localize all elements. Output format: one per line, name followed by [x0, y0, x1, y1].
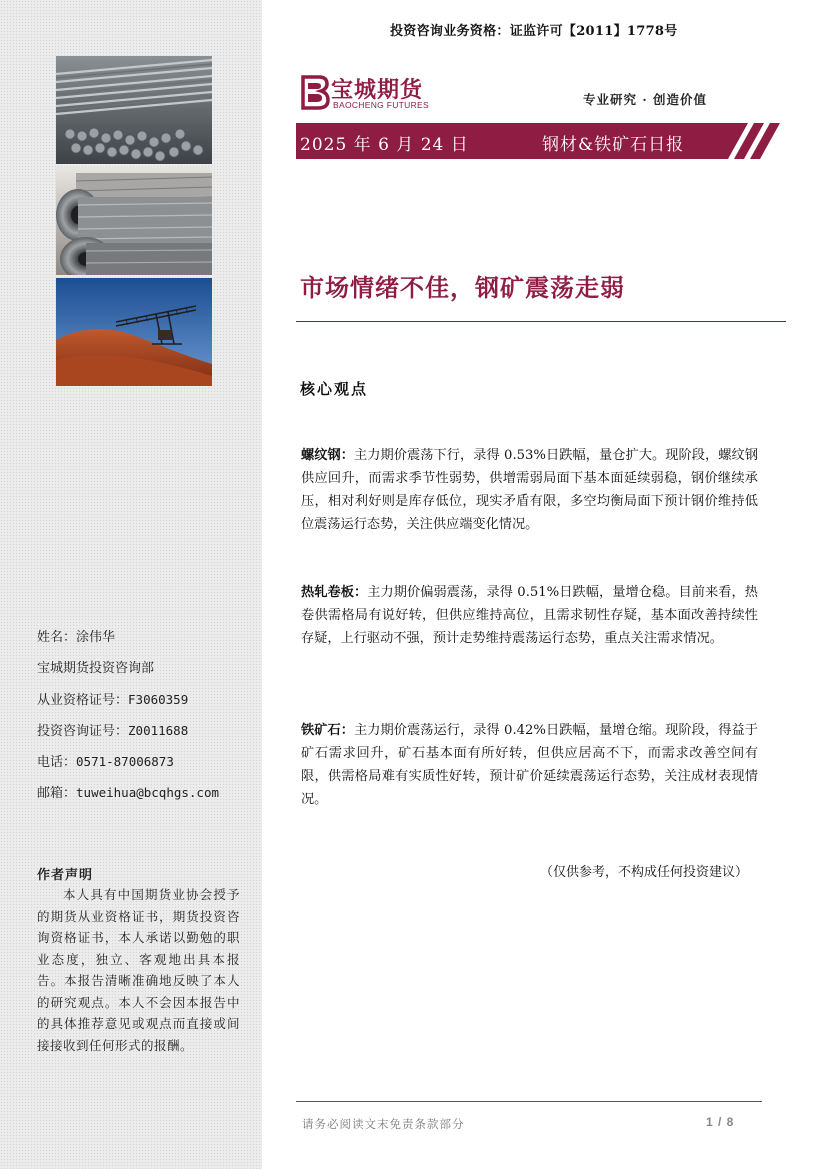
- report-date: 2025 年 6 月 24 日: [300, 135, 469, 155]
- left-sidebar: [0, 0, 262, 1169]
- phone-label: 电话：: [37, 755, 77, 770]
- declaration-text: 本人具有中国期货业协会授予的期货从业资格证书，期货投资咨询资格证书，本人承诺以勤勉的职业态度，独立、客观地出具本报告。本报告清晰准确地反映了本人的研究观点。本人不会因本报告中的具体推荐意见或观点而直接或间接接收到任何形式的报酬。: [37, 887, 240, 1053]
- report-headline: 市场情绪不佳，钢矿震荡走弱: [300, 273, 625, 302]
- reference-disclaimer: （仅供参考，不构成任何投资建议）: [540, 865, 749, 880]
- footer-note: 请务必阅读文末免责条款部分: [302, 1117, 465, 1131]
- author-name: 姓名：涂伟华: [37, 630, 116, 645]
- logo-english-name: BAOCHENG FUTURES: [333, 100, 429, 110]
- steel-coil-photo: [56, 167, 212, 275]
- hot-rolled-coil-lead: 热轧卷板：: [301, 585, 368, 600]
- email-label: 邮箱：: [37, 786, 77, 801]
- rebar-text: 主力期价震荡下行，录得 0.53%日跌幅，量仓扩大。现阶段，螺纹钢供应回升，而需求季节性弱势，供增需弱局面下基本面延续弱稳，钢价继续承压，相对利好则是库存低位，现实矛盾有限，多空均衡局面下预计钢价维持低位震荡运行态势，关注供应端变化情况。: [301, 448, 758, 532]
- report-type: 钢材&铁矿石日报: [542, 135, 685, 155]
- phone-value: 0571-87006873: [76, 754, 174, 769]
- qualification-value: F3060359: [128, 692, 189, 707]
- rebar-bundle-photo: [56, 56, 212, 164]
- rebar-paragraph: [301, 444, 758, 536]
- core-views-title: 核心观点: [300, 380, 369, 398]
- qualification-label: 从业资格证号：: [37, 693, 129, 708]
- iron-ore-paragraph: [301, 719, 758, 811]
- page-number: 1 / 8: [706, 1115, 735, 1129]
- hot-rolled-coil-text: 主力期价偏弱震荡，录得 0.51%日跌幅，量增仓稳。目前来看，热卷供需格局有说好转，但供应维持高位，且需求韧性存疑，基本面改善持续性存疑，上行驱动不强，预计走势维持震荡运行态势，重点关注需求情况。: [301, 585, 758, 646]
- consult-value: Z0011688: [128, 723, 189, 738]
- consult-number: [37, 723, 252, 739]
- iron-ore-port-photo: [56, 278, 212, 386]
- company-logo: [297, 73, 447, 113]
- license-statement: 投资咨询业务资格：证监许可【2011】1778号: [390, 24, 678, 39]
- iron-ore-lead: 铁矿石：: [301, 723, 355, 738]
- logo-mark-icon: [297, 73, 331, 111]
- headline-divider: [296, 321, 786, 322]
- iron-ore-text: 主力期价震荡运行，录得 0.42%日跌幅，量增仓缩。现阶段，得益于矿石需求回升，矿石基本面有所好转，但供应居高不下，而需求改善空间有限，供需格局难有实质性好转，预计矿价延续震荡运行态势，关注成材表现情况。: [301, 723, 758, 807]
- declaration-title: 作者声明: [37, 868, 94, 883]
- footer-divider: [296, 1101, 762, 1102]
- logo-chinese-name: 宝城期货: [331, 77, 424, 103]
- phone-number: [37, 754, 252, 770]
- rebar-lead: 螺纹钢：: [301, 448, 355, 463]
- author-info: [37, 630, 252, 816]
- email-address: [37, 785, 252, 801]
- author-department: 宝城期货投资咨询部: [37, 661, 155, 676]
- report-banner: [296, 123, 786, 159]
- email-value[interactable]: tuweihua@bcqhgs.com: [76, 785, 220, 800]
- qualification-number: [37, 692, 252, 708]
- company-slogan: 专业研究 · 创造价值: [583, 92, 708, 107]
- hot-rolled-coil-paragraph: [301, 581, 758, 650]
- consult-label: 投资咨询证号：: [37, 724, 129, 739]
